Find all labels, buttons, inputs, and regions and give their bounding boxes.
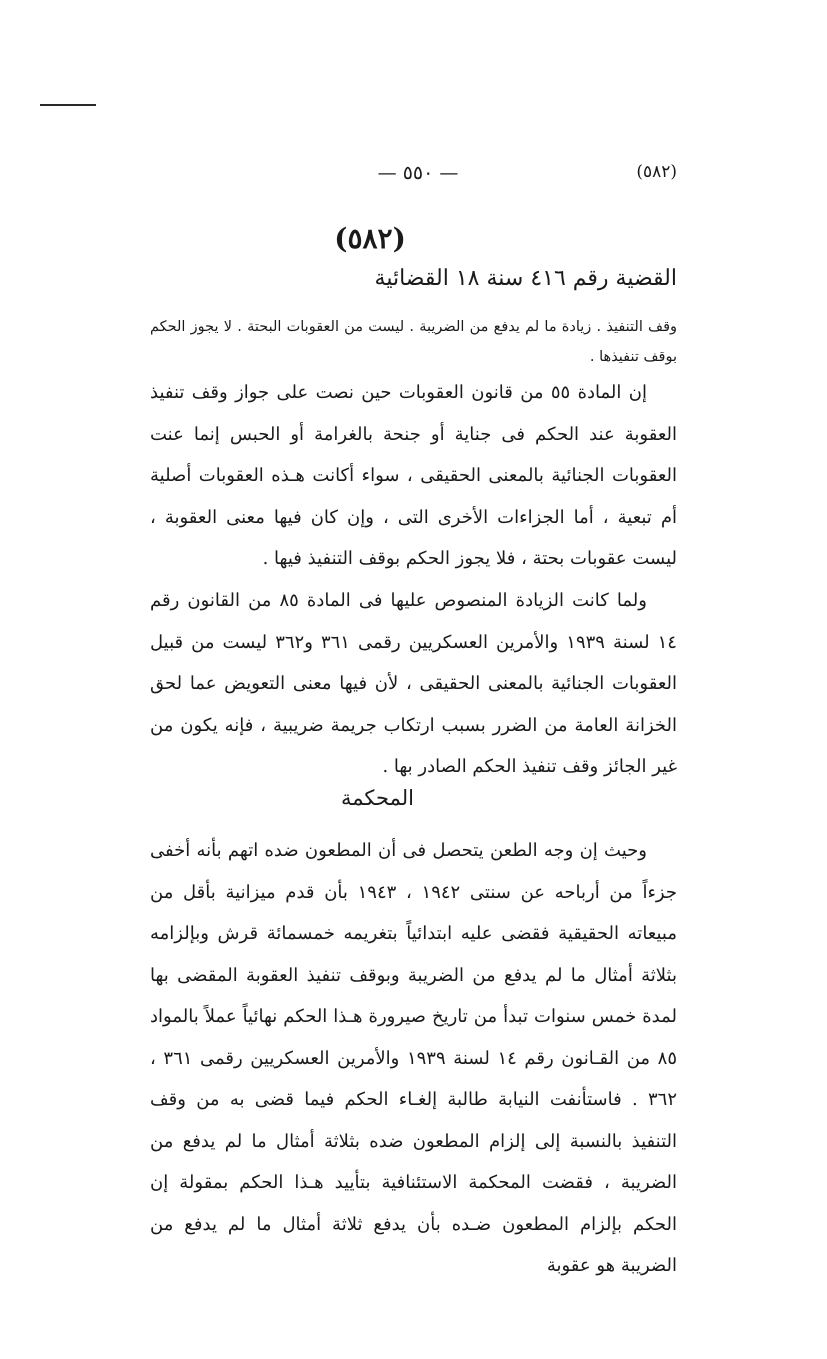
- principle-paragraph-1: إن المادة ٥٥ من قانون العقوبات حين نصت على جواز وقف تنفيذ العقوبة عند الحكم فى جناية أو جنحة بالغرامة أو الحبس إنما عنت العقوبات الجنائية بالمعنى الحقيقى ، سواء أكانت هـذه العقوبات أصلية أم تبعية ، أما الجزاءات الأخرى التى ، وإن كان فيها معنى العقوبة ، ليست عقوبات بحتة ، فلا يجوز الحكم بوقف التنفيذ فيها .: [150, 382, 677, 569]
- case-summary: وقف التنفيذ . زيادة ما لم يدفع من الضريبة . ليست من العقوبات البحتة . لا يجوز الحكم بوقف تنفيذها .: [150, 319, 677, 365]
- principle-paragraph-2: ولما كانت الزيادة المنصوص عليها فى المادة ٨٥ من القانون رقم ١٤ لسنة ١٩٣٩ والأمرين العسكريين رقمى ٣٦١ و٣٦٢ ليست من قبيل العقوبات الجنائية بالمعنى الحقيقى ، لأن فيها معنى التعويض عما لحق الخزانة العامة من الضرر بسبب ارتكاب جريمة ضريبية ، فإنه يكون من غير الجائز وقف تنفيذ الحكم الصادر بها .: [150, 590, 677, 777]
- court-reasoning-paragraph: وحيث إن وجه الطعن يتحصل فى أن المطعون ضده اتهم بأنه أخفى جزءاً من أرباحه عن سنتى ١٩٤٢ ، ١٩٤٣ بأن قدم ميزانية بأقل من مبيعاته الحقيقية فقضى عليه ابتدائياً بتغريمه خمسمائة قرش وبإلزامه بثلاثة أمثال ما لم يدفع من الضريبة وبوقف تنفيذ العقوبة المقضى بها لمدة خمس سنوات تبدأ من تاريخ صيرورة هـذا الحكم نهائياً عملاً بالمواد ٨٥ من القـانون رقم ١٤ لسنة ١٩٣٩ والأمرين العسكريين رقمى ٣٦١ ، ٣٦٢ . فاستأنفت النيابة طالبة إلغـاء الحكم فيما قضى به من وقف التنفيذ بالنسبة إلى إلزام المطعون ضده بثلاثة أمثال ما لم يدفع من الضريبة ، فقضت المحكمة الاستئنافية بتأييد هـذا الحكم بمقولة إن الحكم بإلزام المطعون ضـده بأن يدفع ثلاثة أمثال ما لم يدفع من الضريبة هو عقوبة: [150, 840, 677, 1276]
- margin-mark: [40, 104, 96, 106]
- page-header: [60, 162, 677, 190]
- case-title: القضية رقم ٤١٦ سنة ١٨ القضائية: [374, 266, 677, 291]
- case-number-heading: (٥٨٢): [334, 222, 406, 255]
- court-section-heading: المحكمة: [341, 786, 414, 810]
- running-case-number: (٥٨٢): [636, 162, 677, 182]
- page-number: — ٥٥٠ —: [377, 162, 459, 184]
